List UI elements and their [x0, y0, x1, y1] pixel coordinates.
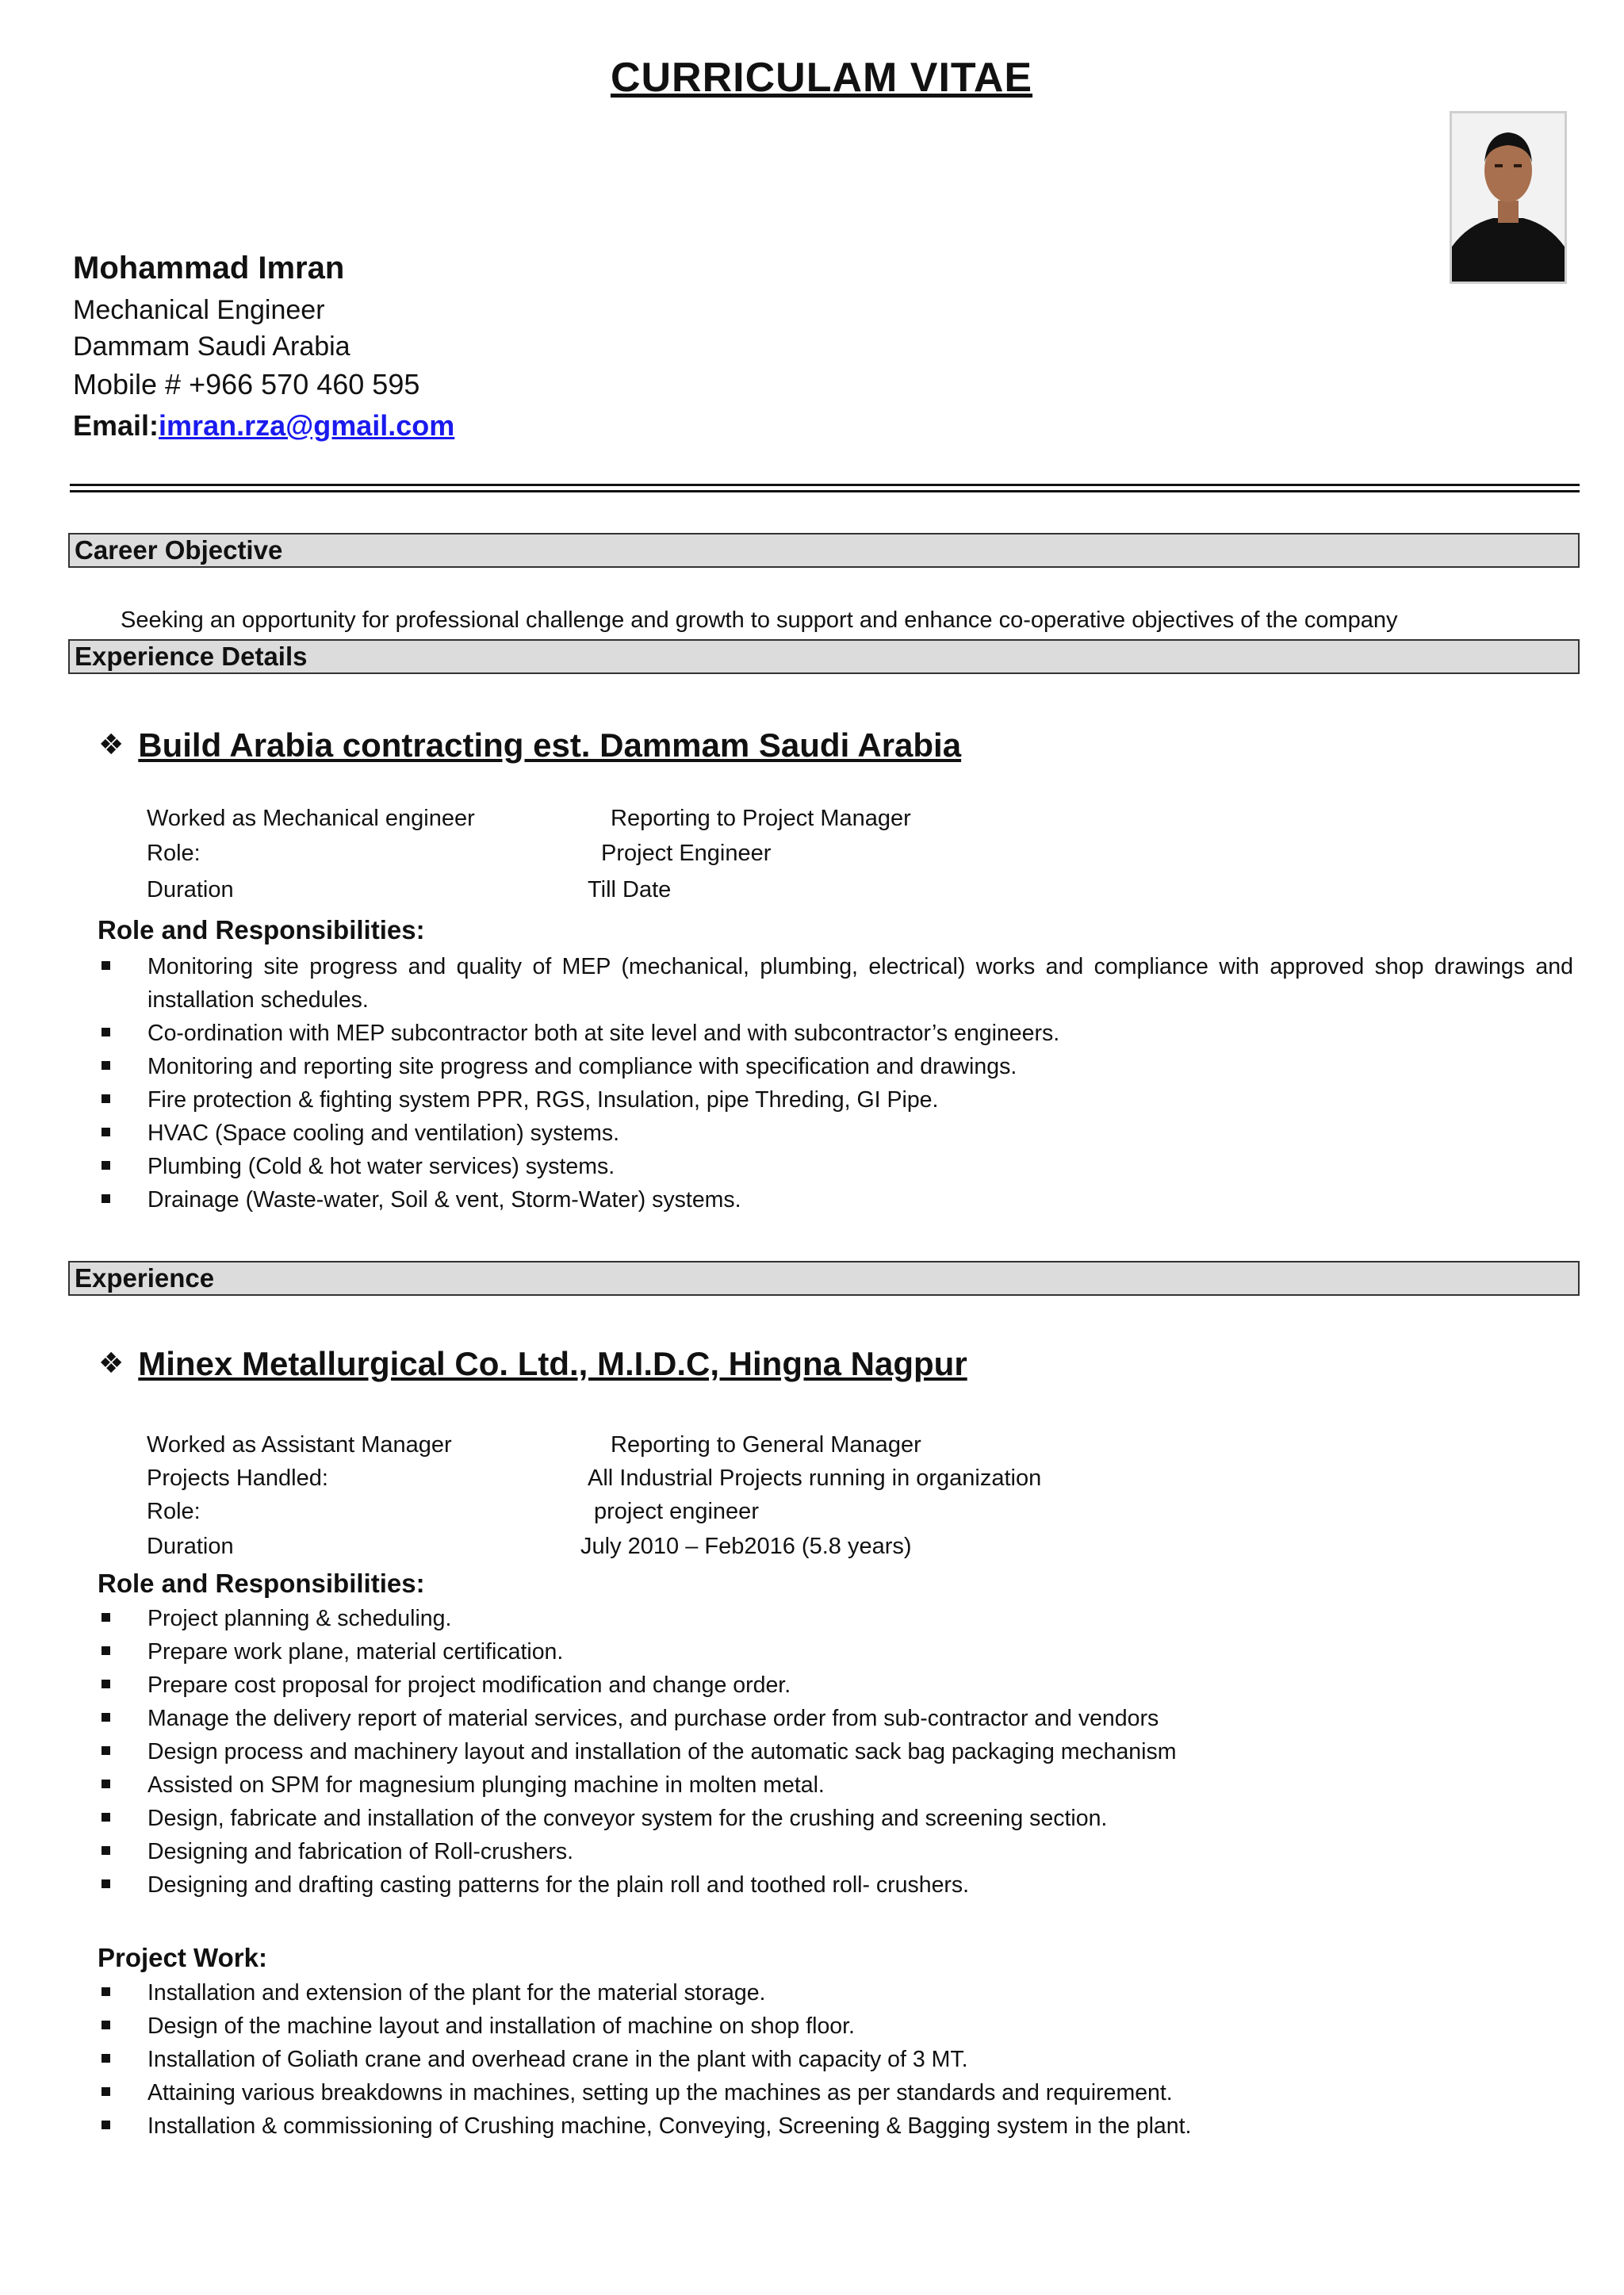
header-divider-bottom	[70, 490, 1580, 492]
email-line	[73, 409, 454, 443]
email-link[interactable]: imran.rza@gmail.com	[159, 409, 455, 442]
career-objective-text: Seeking an opportunity for professional challenge and growth to support and enhance co-operative objectives of the company	[121, 607, 1398, 633]
experience-heading: Experience	[68, 1261, 1580, 1296]
list-item: Designing and fabrication of Roll-crushers.	[98, 1835, 1573, 1868]
list-item: Manage the delivery report of material services, and purchase order from sub-contractor and vendors	[98, 1702, 1573, 1735]
company-name: Minex Metallurgical Co. Ltd., M.I.D.C, Hingna Nagpur	[138, 1345, 967, 1382]
list-item: Co-ordination with MEP subcontractor both at site level and with subcontractor’s engineers.	[98, 1017, 1573, 1050]
detail-label: Duration	[147, 877, 234, 902]
designation: Mechanical Engineer	[73, 295, 325, 325]
list-item: Prepare cost proposal for project modification and change order.	[98, 1669, 1573, 1702]
list-item: Attaining various breakdowns in machines, setting up the machines as per standards and requirement.	[98, 2076, 1573, 2109]
detail-label: Worked as Assistant Manager	[147, 1432, 452, 1458]
company-name: Build Arabia contracting est. Dammam Saudi Arabia	[138, 726, 962, 764]
company-heading-2	[98, 1345, 967, 1383]
detail-value: Till Date	[588, 877, 672, 902]
responsibilities-heading: Role and Responsibilities:	[98, 915, 425, 944]
list-item: HVAC (Space cooling and ventilation) systems.	[98, 1117, 1573, 1150]
list-item: Design process and machinery layout and installation of the automatic sack bag packaging mechanism	[98, 1735, 1573, 1768]
responsibilities-list	[98, 950, 1573, 1216]
detail-value: Reporting to Project Manager	[611, 806, 911, 831]
list-item: Installation of Goliath crane and overhead crane in the plant with capacity of 3 MT.	[98, 2043, 1573, 2076]
list-item: Design of the machine layout and installation of machine on shop floor.	[98, 2010, 1573, 2043]
list-item: Installation & commissioning of Crushing machine, Conveying, Screening & Bagging system in the plant.	[98, 2109, 1573, 2143]
detail-value: July 2010 – Feb2016 (5.8 years)	[580, 1534, 912, 1559]
detail-label: Role:	[147, 1499, 201, 1524]
list-item: Prepare work plane, material certification.	[98, 1635, 1573, 1669]
list-item: Installation and extension of the plant for the material storage.	[98, 1976, 1573, 2010]
detail-value: project engineer	[594, 1499, 759, 1524]
detail-label: Projects Handled:	[147, 1466, 328, 1491]
diamond-bullet-icon: ❖	[98, 728, 124, 761]
list-item: Drainage (Waste-water, Soil & vent, Storm-Water) systems.	[98, 1183, 1573, 1216]
detail-value: Reporting to General Manager	[611, 1432, 921, 1458]
project-work-list	[98, 1976, 1573, 2143]
header-divider-top	[70, 484, 1580, 486]
list-item: Assisted on SPM for magnesium plunging machine in molten metal.	[98, 1768, 1573, 1802]
candidate-name: Mohammad Imran	[73, 251, 345, 285]
location: Dammam Saudi Arabia	[73, 331, 350, 362]
list-item: Monitoring and reporting site progress and compliance with specification and drawings.	[98, 1050, 1573, 1083]
detail-label: Role:	[147, 841, 201, 866]
person-silhouette-icon	[1452, 113, 1565, 282]
profile-photo	[1450, 111, 1567, 284]
diamond-bullet-icon: ❖	[98, 1347, 124, 1379]
detail-label: Worked as Mechanical engineer	[147, 806, 475, 831]
list-item: Fire protection & fighting system PPR, RGS, Insulation, pipe Threding, GI Pipe.	[98, 1083, 1573, 1117]
list-item: Plumbing (Cold & hot water services) systems.	[98, 1150, 1573, 1183]
mobile-number: Mobile # +966 570 460 595	[73, 368, 420, 400]
detail-value: All Industrial Projects running in organization	[588, 1466, 1042, 1491]
career-objective-heading: Career Objective	[68, 533, 1580, 568]
list-item: Design, fabricate and installation of the conveyor system for the crushing and screening section.	[98, 1802, 1573, 1835]
company-heading-1	[98, 726, 961, 764]
email-label: Email:	[73, 409, 159, 442]
responsibilities-heading: Role and Responsibilities:	[98, 1569, 425, 1598]
experience-details-heading: Experience Details	[68, 639, 1580, 674]
list-item: Project planning & scheduling.	[98, 1602, 1573, 1635]
document-title: CURRICULAM VITAE	[610, 55, 1033, 101]
project-work-heading: Project Work:	[98, 1943, 267, 1972]
responsibilities-list	[98, 1602, 1573, 1902]
list-item: Monitoring site progress and quality of MEP (mechanical, plumbing, electrical) works and compliance with approved shop drawings and installation schedules.	[98, 950, 1573, 1017]
detail-label: Duration	[147, 1534, 234, 1559]
list-item: Designing and drafting casting patterns for the plain roll and toothed roll- crushers.	[98, 1868, 1573, 1902]
detail-value: Project Engineer	[601, 841, 772, 866]
